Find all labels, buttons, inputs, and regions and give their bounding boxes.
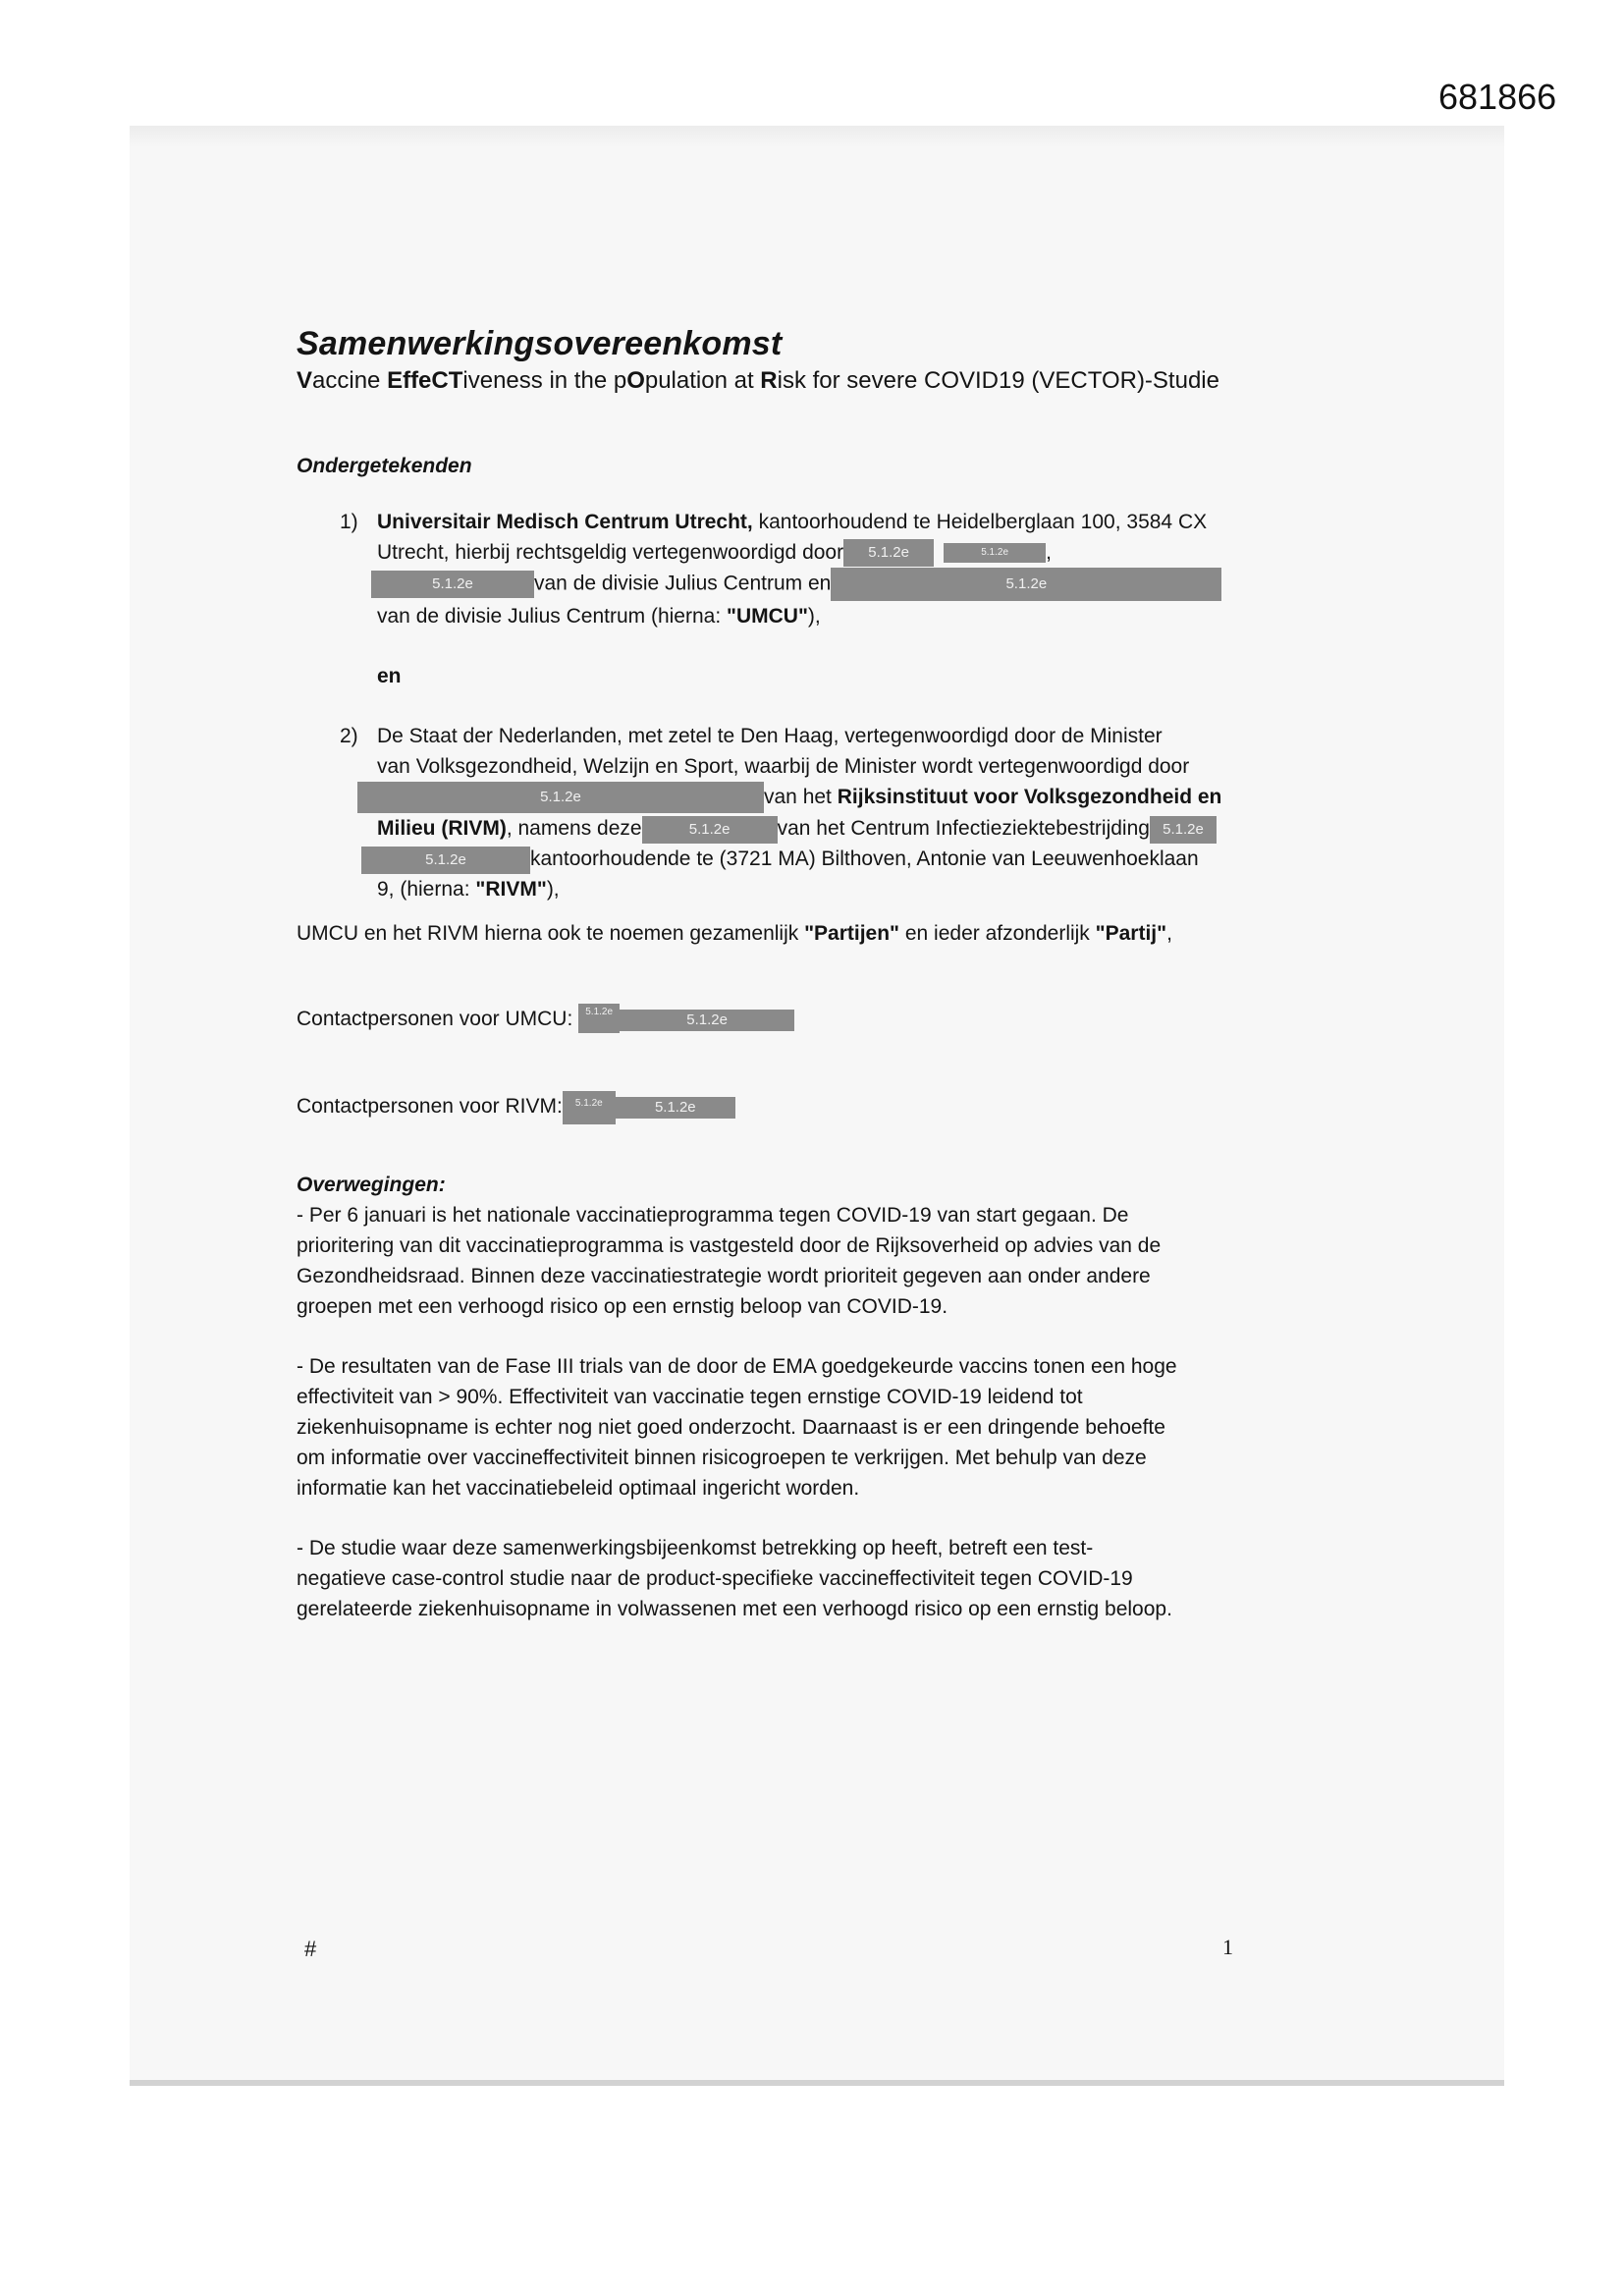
party-1-line-1 [377, 507, 1298, 537]
definition-term: "Partij" [1095, 922, 1167, 946]
consideration-line: negatieve case-control studie naar de product-specifieke vaccineffectiviteit tegen COVID-19 [297, 1567, 1133, 1591]
party-number: 1) [340, 511, 358, 533]
redaction-box: 5.1.2e [620, 1010, 794, 1031]
consideration-line: groepen met een verhoogd risico op een ernstig beloop van COVID-19. [297, 1295, 948, 1319]
contact-umcu-label: Contactpersonen voor UMCU: [297, 1008, 573, 1031]
redaction-box: 5.1.2e [1150, 816, 1217, 844]
party-1-text: van de divisie Julius Centrum (hierna: [377, 605, 727, 628]
consideration-line: ziekenhuisopname is echter nog niet goed onderzocht. Daarnaast is er een dringende behoefte [297, 1416, 1165, 1440]
contact-rivm-label: Contactpersonen voor RIVM: [297, 1095, 563, 1119]
section-heading-considerations: Overwegingen: [297, 1174, 446, 1197]
consideration-line: - De resultaten van de Fase III trials van de door de EMA goedgekeurde vaccins tonen een hoge [297, 1355, 1177, 1379]
page-subtitle [297, 365, 1229, 396]
consideration-line: om informatie over vaccineffectiviteit binnen risicogroepen te verkrijgen. Met behulp van deze [297, 1447, 1147, 1470]
redaction-box: 5.1.2e [642, 816, 778, 844]
party-2-text: 9, (hierna: [377, 878, 476, 902]
party-2-line-5 [361, 844, 1298, 874]
party-1-text: van de divisie Julius Centrum en [534, 572, 832, 595]
subtitle-letter: V [297, 367, 313, 394]
consideration-line: prioritering van dit vaccinatieprogramma is vastgesteld door de Rijksoverheid op advies van de [297, 1234, 1162, 1258]
punctuation: , [1046, 541, 1052, 564]
party-1-address: kantoorhoudend te Heidelberglaan 100, 3584 CX [752, 511, 1208, 533]
party-2-address: kantoorhoudende te (3721 MA) Bilthoven, Antonie van Leeuwenhoeklaan [530, 847, 1199, 871]
party-1-line-4 [377, 601, 1298, 631]
party-2-line-6 [377, 874, 1298, 904]
party-2 [297, 721, 1298, 904]
subtitle-text: iveness in the p [462, 367, 627, 394]
party-2-institute: Milieu (RIVM) [377, 817, 507, 841]
redaction-box: 5.1.2e [357, 782, 764, 813]
redaction-box: 5.1.2e [371, 571, 534, 598]
page-title: Samenwerkingsovereenkomst [297, 325, 783, 362]
consideration-3 [297, 1533, 1298, 1624]
subtitle-letters: Effe [387, 367, 432, 394]
contact-rivm-line [297, 1091, 1298, 1124]
consideration-line: gerelateerde ziekenhuisopname in volwassenen met een verhoogd risico op een ernstig beloop. [297, 1598, 1172, 1621]
party-1-line-3 [371, 568, 1298, 601]
redaction-box: 5.1.2e [616, 1097, 735, 1119]
definition-text: UMCU en het RIVM hierna ook te noemen gezamenlijk [297, 922, 805, 946]
party-2-text: , namens deze [506, 817, 642, 841]
subtitle-letter: R [760, 367, 778, 394]
subtitle-letters: CT [431, 367, 463, 394]
consideration-1 [297, 1200, 1298, 1322]
party-2-line-1: De Staat der Nederlanden, met zetel te Den Haag, vertegenwoordigd door de Minister [377, 725, 1163, 747]
parties-definition [297, 918, 1298, 949]
party-1-name: Universitair Medisch Centrum Utrecht, [377, 511, 753, 533]
redaction-box: 5.1.2e [944, 543, 1046, 563]
consideration-2 [297, 1351, 1298, 1503]
subtitle-letter: O [626, 367, 645, 394]
punctuation: , [1166, 922, 1172, 946]
party-2-line-4 [377, 813, 1298, 844]
subtitle-text: pulation at [644, 367, 761, 394]
party-1-text: Utrecht, hierbij rechtsgeldig vertegenwoordigd door [377, 541, 844, 564]
contact-umcu-line [297, 1004, 1298, 1034]
party-1-line-2 [377, 537, 1298, 568]
consideration-line: - De studie waar deze samenwerkingsbijeenkomst betrekking op heeft, betreft een test- [297, 1537, 1094, 1560]
redaction-box: 5.1.2e [578, 1004, 620, 1033]
party-1 [297, 507, 1298, 631]
punctuation: ), [807, 605, 821, 628]
consideration-line: effectiviteit van > 90%. Effectiviteit van vaccinatie tegen ernstige COVID-19 leidend tot [297, 1386, 1083, 1409]
party-2-alias: "RIVM" [475, 878, 547, 902]
consideration-line: informatie kan het vaccinatiebeleid optimaal ingericht worden. [297, 1477, 860, 1501]
consideration-line: Gezondheidsraad. Binnen deze vaccinatiestrategie wordt prioriteit gegeven aan onder andere [297, 1265, 1151, 1288]
subtitle-text: isk for severe COVID19 (VECTOR)-Studie [777, 367, 1219, 394]
definition-text: en ieder afzonderlijk [899, 922, 1096, 946]
footer-hash: # [304, 1937, 317, 1961]
document-id: 681866 [1438, 77, 1557, 117]
redaction-box: 5.1.2e [361, 847, 530, 874]
consideration-line: - Per 6 januari is het nationale vaccinatieprogramma tegen COVID-19 van start gegaan. De [297, 1204, 1129, 1228]
party-2-institute: Rijksinstituut voor Volksgezondheid en [837, 786, 1222, 808]
party-number: 2) [340, 725, 358, 747]
section-heading-undersigned: Ondergetekenden [297, 455, 472, 477]
party-2-text: van het [764, 786, 838, 808]
definition-term: "Partijen" [804, 922, 900, 946]
page-number: 1 [1222, 1935, 1233, 1959]
redaction-box: 5.1.2e [563, 1091, 616, 1124]
subtitle-text: accine [312, 367, 388, 394]
party-2-line-3 [357, 782, 1298, 813]
redaction-box: 5.1.2e [843, 539, 934, 567]
conjunction-en: en [377, 665, 402, 687]
party-1-alias: "UMCU" [727, 605, 808, 628]
document-body [297, 324, 1298, 1624]
redaction-box: 5.1.2e [831, 568, 1221, 601]
party-2-text: van het Centrum Infectieziektebestrijding [777, 817, 1150, 841]
punctuation: ), [546, 878, 560, 902]
party-2-line-2: van Volksgezondheid, Welzijn en Sport, waarbij de Minister wordt vertegenwoordigd door [377, 755, 1190, 778]
